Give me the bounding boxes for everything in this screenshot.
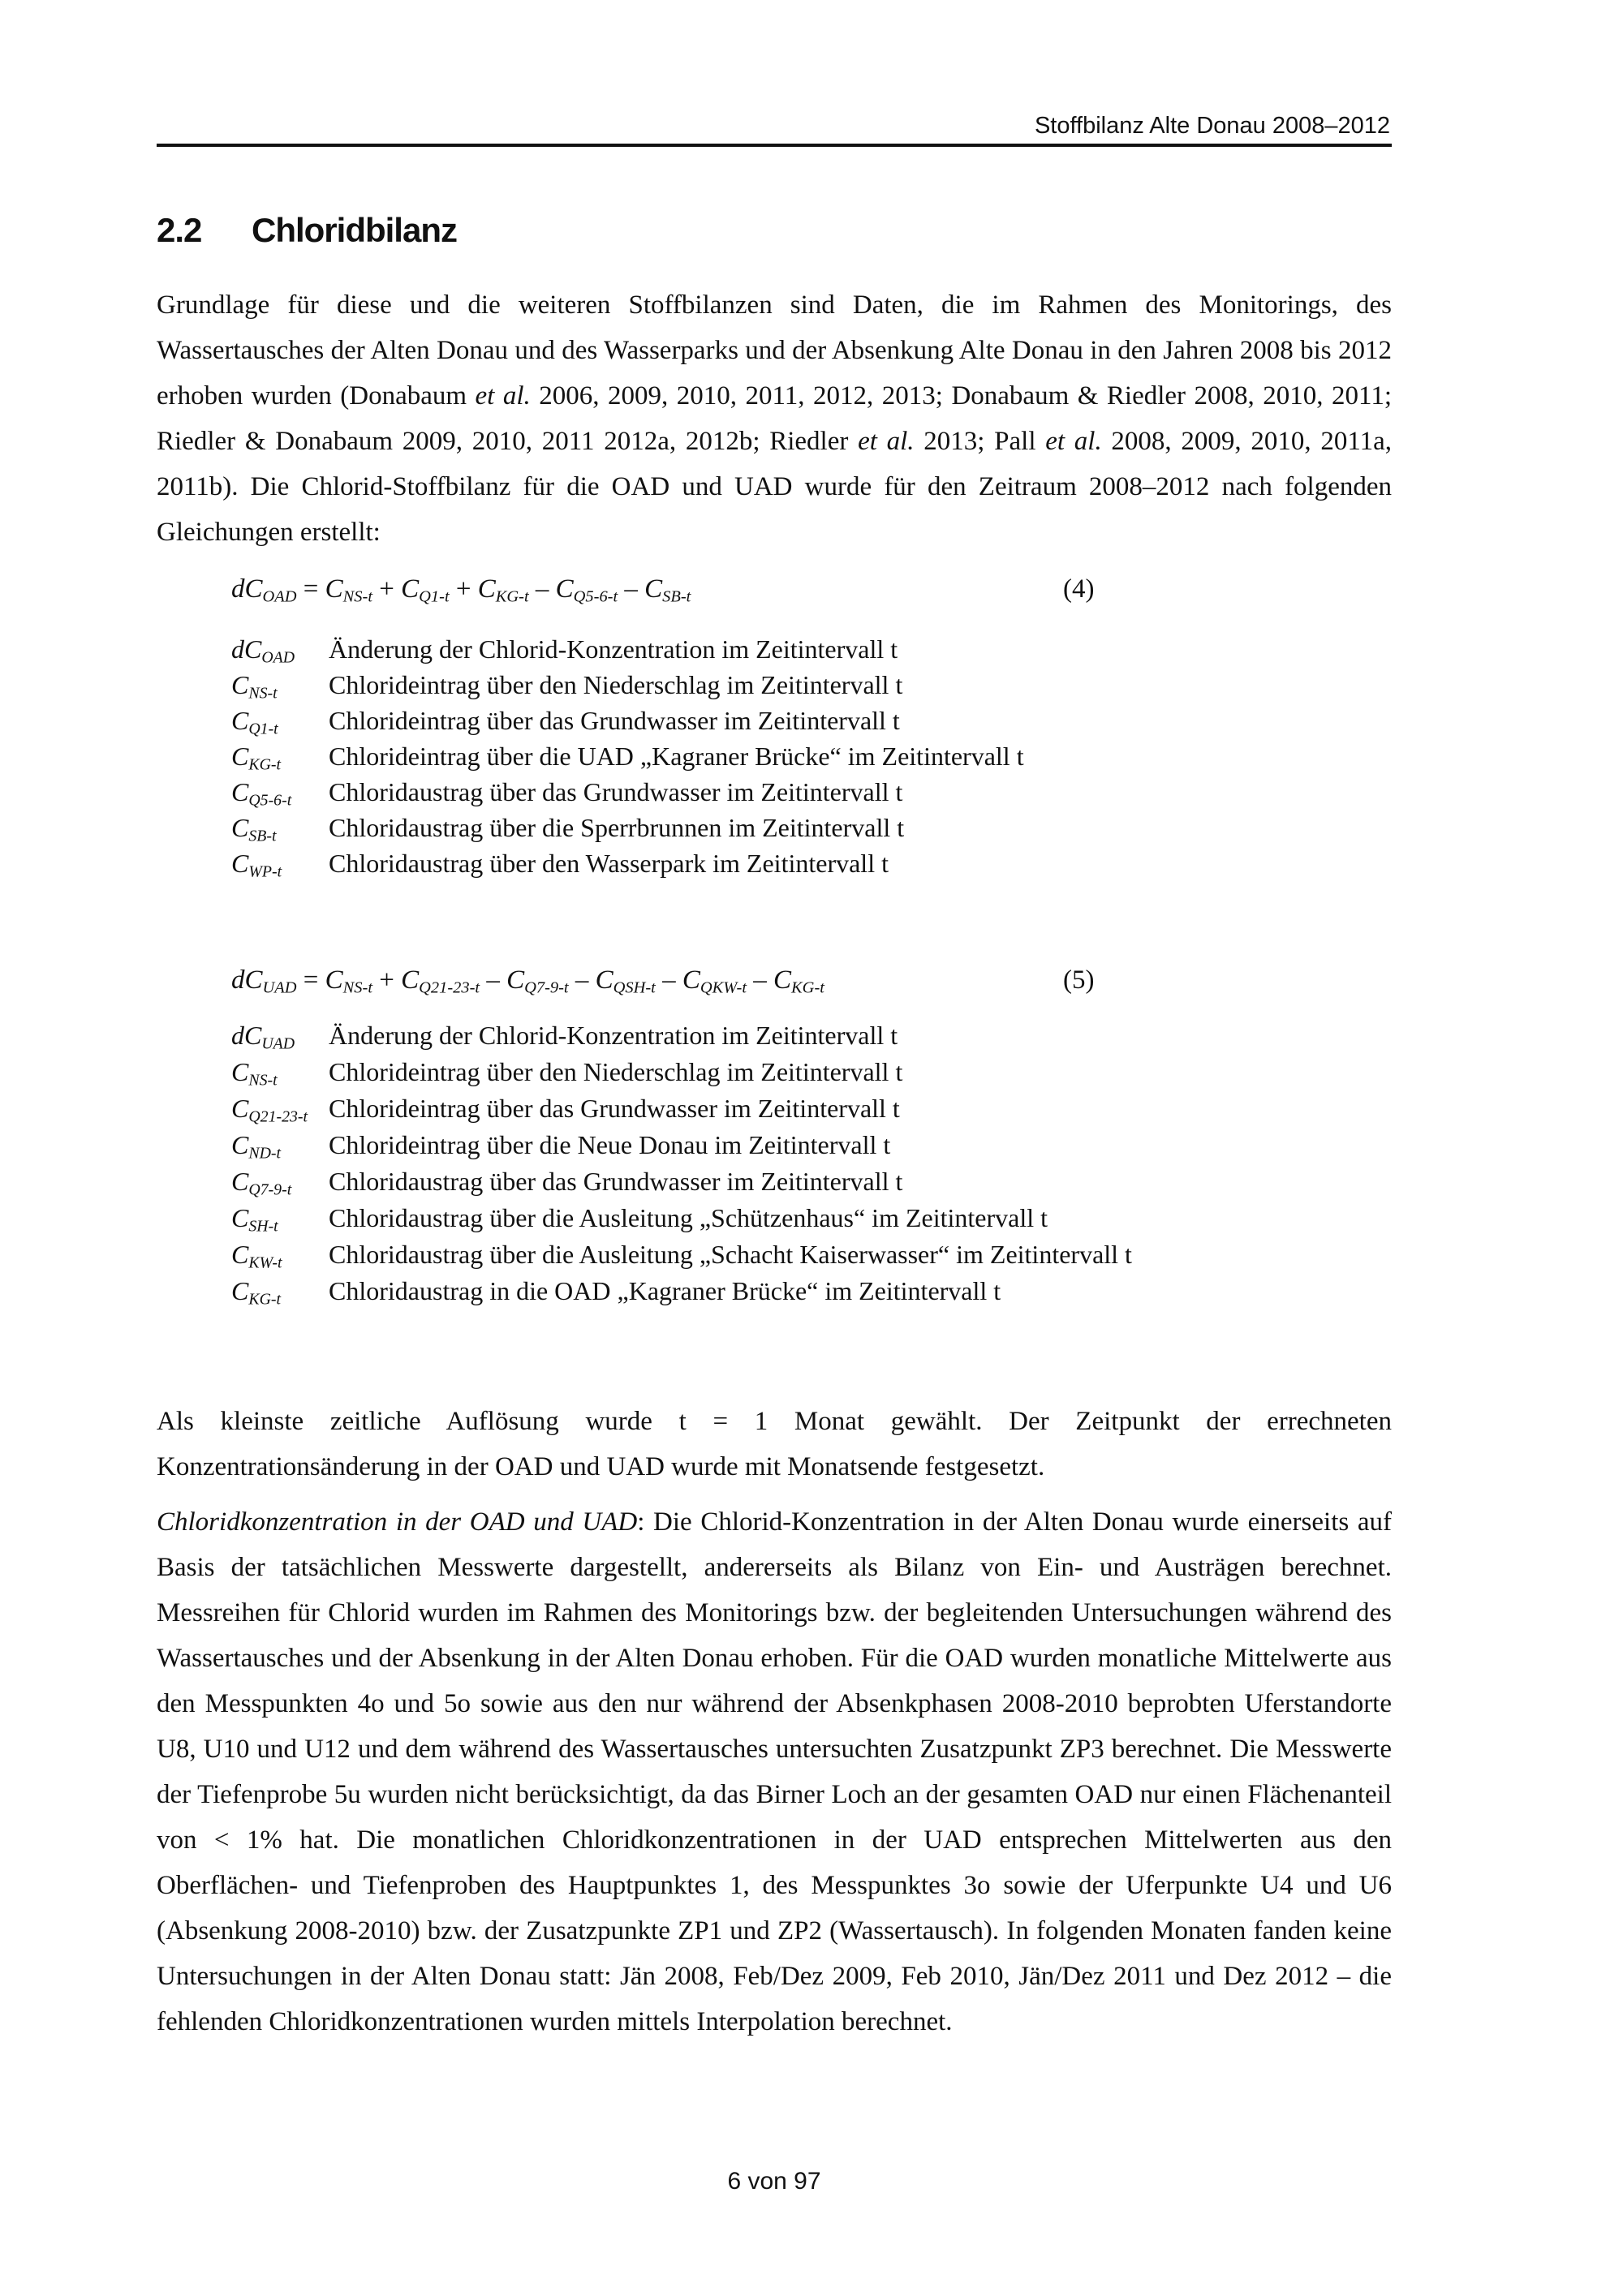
definition-row <box>231 1017 1392 1054</box>
equation-5 <box>231 957 1392 1006</box>
equation-4-body: $dC_{OAD} = C_{NS-t} + C_{Q1-t} + C_{KG-t} - C_{Q5-6-t} - C_{SB-t}$ <box>231 574 691 606</box>
variable-symbol: $C_{KG-t}$ <box>231 742 282 774</box>
variable-description: Änderung der Chlorid-Konzentration im Zeitintervall t <box>329 634 898 664</box>
variable-symbol: $dC_{UAD}$ <box>231 1021 295 1053</box>
paragraph-chloridkonzentration: Chloridkonzentration in der OAD und UAD: Die Chlorid-Konzentration in der Alten Donau wurde einerseits auf Basis der tatsächlichen Messwerte dargestellt, andererseits als Bilanz von Ein- und Austrägen berechnet. Messreihen für Chlorid wurden im Rahmen des Monitorings bzw. der begleitenden Untersuchungen während des Wassertausches und der Absenkung in der Alten Donau erhoben. Für die OAD wurden monatliche Mittelwerte aus den Messpunkten 4o und 5o sowie aus den nur während der Absenkphasen 2008-2010 beprobten Uferstandorte U8, U10 und U12 und dem während des Wassertausches untersuchten Zusatzpunkt ZP3 berechnet. Die Messwerte der Tiefenprobe 5u wurden nicht berücksichtigt, da das Birner Loch an der gesamten OAD nur einen Flächenanteil von < 1% hat. Die monatlichen Chloridkonzentrationen in der UAD entsprechen Mittelwerten aus den Oberflächen- und Tiefenproben des Hauptpunktes 1, des Messpunktes 3o sowie der Uferpunkte U4 und U6 (Absenkung 2008-2010) bzw. der Zusatzpunkte ZP1 und ZP2 (Wassertausch). In folgenden Monaten fanden keine Untersuchungen in der Alten Donau statt: Jän 2008, Feb/Dez 2009, Feb 2010, Jän/Dez 2011 und Dez 2012 – die fehlenden Chloridkonzentrationen wurden mittels Interpolation berechnet. <box>157 1507 1392 2036</box>
section-number: 2.2 <box>157 211 202 249</box>
footer-page-number: 6 von 97 <box>727 2168 821 2195</box>
definition-row <box>231 1236 1392 1273</box>
definition-row <box>231 667 1392 703</box>
header-rule <box>157 144 1392 147</box>
section-title: Chloridbilanz <box>252 211 457 249</box>
variable-symbol: $C_{KG-t}$ <box>231 1276 282 1309</box>
variable-symbol: $C_{NS-t}$ <box>231 670 278 703</box>
section-heading <box>157 211 457 250</box>
equation-5-number: (5) <box>1063 965 1095 995</box>
paragraph-aufloesung: Als kleinste zeitliche Auflösung wurde t = 1 Monat gewählt. Der Zeitpunkt der errechneten Konzentrationsänderung in der OAD und UAD wurde mit Monatsende festgesetzt. <box>157 1407 1392 1481</box>
variable-symbol: $C_{NS-t}$ <box>231 1057 278 1090</box>
variable-description: Chlorideintrag über den Niederschlag im Zeitintervall t <box>329 1057 903 1086</box>
variable-description: Chloridaustrag über die Ausleitung „Schacht Kaiserwasser“ im Zeitintervall t <box>329 1240 1132 1269</box>
definition-row <box>231 1200 1392 1236</box>
variable-symbol: $C_{Q5-6-t}$ <box>231 777 292 810</box>
variable-description: Chloridaustrag über das Grundwasser im Zeitintervall t <box>329 1167 903 1196</box>
variable-symbol: $C_{ND-t}$ <box>231 1130 282 1163</box>
running-header: Stoffbilanz Alte Donau 2008–2012 <box>1034 113 1390 139</box>
variable-description: Chlorideintrag über das Grundwasser im Zeitintervall t <box>329 706 900 735</box>
variable-symbol: $C_{WP-t}$ <box>231 849 282 881</box>
variable-description: Chlorideintrag über das Grundwasser im Zeitintervall t <box>329 1094 900 1123</box>
definition-row <box>231 738 1392 774</box>
variable-description: Chloridaustrag über den Wasserpark im Zeitintervall t <box>329 849 889 878</box>
variable-description: Chlorideintrag über die Neue Donau im Zeitintervall t <box>329 1130 891 1159</box>
variable-description: Chlorideintrag über die UAD „Kagraner Brücke“ im Zeitintervall t <box>329 742 1024 771</box>
variable-symbol: $C_{SB-t}$ <box>231 813 277 845</box>
definition-row <box>231 774 1392 810</box>
equation-4-number: (4) <box>1063 574 1095 604</box>
definition-list-4 <box>231 631 1392 881</box>
variable-description: Chloridaustrag über die Ausleitung „Schützenhaus“ im Zeitintervall t <box>329 1203 1048 1232</box>
variable-description: Chloridaustrag in die OAD „Kagraner Brücke“ im Zeitintervall t <box>329 1276 1001 1305</box>
variable-symbol: $C_{Q1-t}$ <box>231 706 278 738</box>
definition-row <box>231 631 1392 667</box>
definition-row <box>231 1090 1392 1127</box>
variable-description: Chloridaustrag über das Grundwasser im Zeitintervall t <box>329 777 903 806</box>
variable-description: Änderung der Chlorid-Konzentration im Zeitintervall t <box>329 1021 898 1050</box>
definition-row <box>231 1054 1392 1090</box>
equation-5-body: $dC_{UAD} = C_{NS-t} + C_{Q21-23-t} - C_{Q7-9-t} - C_{QSH-t} - C_{QKW-t} - C_{KG-t}$ <box>231 965 824 997</box>
definition-row <box>231 810 1392 845</box>
paragraph-grundlage: Grundlage für diese und die weiteren Stoffbilanzen sind Daten, die im Rahmen des Monitorings, des Wassertausches der Alten Donau und des Wasserparks und der Absenkung Alte Donau in den Jahren 2008 bis 2012 erhoben wurden (Donabaum et al. 2006, 2009, 2010, 2011, 2012, 2013; Donabaum & Riedler 2008, 2010, 2011; Riedler & Donabaum 2009, 2010, 2011 2012a, 2012b; Riedler et al. 2013; Pall et al. 2008, 2009, 2010, 2011a, 2011b). Die Chlorid-Stoffbilanz für die OAD und UAD wurde für den Zeitraum 2008–2012 nach folgenden Gleichungen erstellt: <box>157 290 1393 547</box>
variable-symbol: $C_{SH-t}$ <box>231 1203 278 1236</box>
variable-description: Chlorideintrag über den Niederschlag im Zeitintervall t <box>329 670 903 699</box>
variable-description: Chloridaustrag über die Sperrbrunnen im Zeitintervall t <box>329 813 905 842</box>
variable-symbol: $C_{KW-t}$ <box>231 1240 282 1272</box>
definition-list-5 <box>231 1017 1392 1309</box>
definition-row <box>231 1127 1392 1163</box>
page-content <box>157 0 1392 2296</box>
variable-symbol: $C_{Q7-9-t}$ <box>231 1167 292 1199</box>
definition-row <box>231 1273 1392 1309</box>
variable-symbol: $dC_{OAD}$ <box>231 634 295 667</box>
variable-symbol: $C_{Q21-23-t}$ <box>231 1094 308 1126</box>
definition-row <box>231 1163 1392 1200</box>
definition-row <box>231 845 1392 881</box>
definition-row <box>231 703 1392 738</box>
equation-4 <box>231 566 1392 615</box>
